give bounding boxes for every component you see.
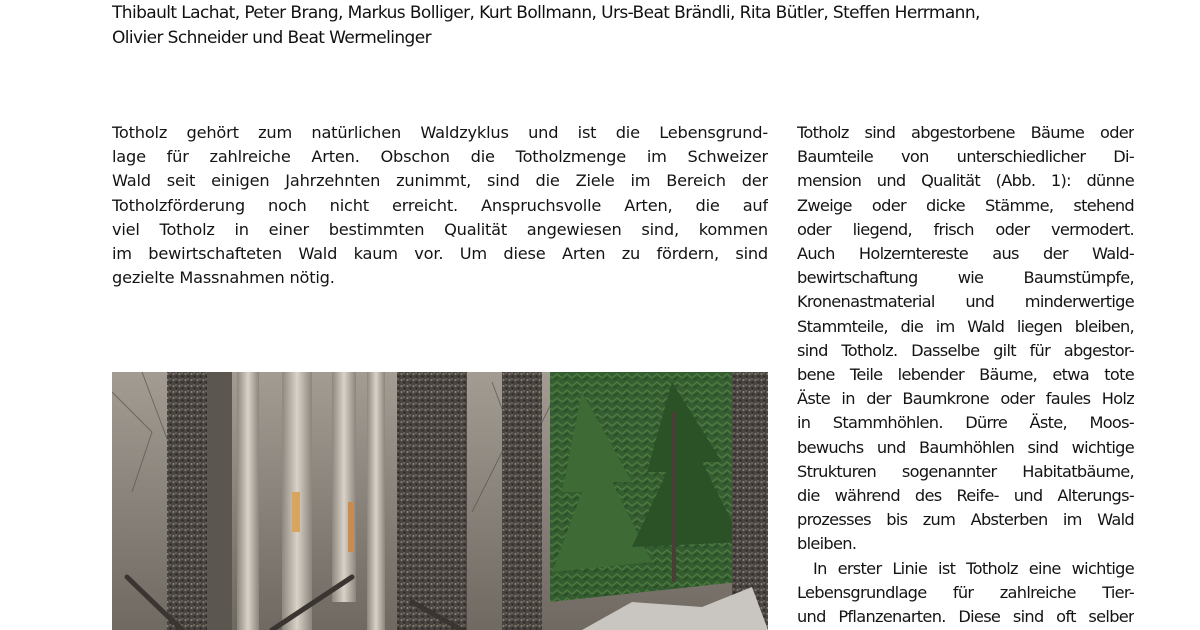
body-line: die während des Reife- und Alterungs- <box>797 486 1134 506</box>
body-line: Strukturen sogenannter Habitatbäume, <box>797 461 1134 481</box>
body-line: bewirtschaftung wie Baumstümpfe, <box>797 268 1134 288</box>
body-text-column <box>797 121 1134 629</box>
author-list <box>112 1 1112 51</box>
body-line: bene Teile lebender Bäume, etwa tote <box>797 365 1134 385</box>
body-line: bewuchs und Baumhöhlen sind wichtige <box>797 437 1134 457</box>
deadwood-forest-photo <box>112 372 768 630</box>
body-line: bleiben. <box>797 534 857 554</box>
abstract-line: Wald seit einigen Jahrzehnten zunimmt, sind die Ziele im Bereich der <box>112 171 768 191</box>
conifer-trees <box>550 372 742 602</box>
body-line-paragraph-start: In erster Linie ist Totholz eine wichtige <box>813 558 1134 578</box>
body-line: oder liegend, frisch oder vermodert. <box>797 219 1134 239</box>
author-line-1: Thibault Lachat, Peter Brang, Markus Bolliger, Kurt Bollmann, Urs-Beat Brändli, Rita Bütler, Steffen Herrmann, <box>112 3 980 23</box>
abstract-line: gezielte Massnahmen nötig. <box>112 268 335 288</box>
author-line-2: Olivier Schneider und Beat Wermelinger <box>112 28 431 48</box>
body-line: mension und Qualität (Abb. 1): dünne <box>797 171 1134 191</box>
body-line: Zweige oder dicke Stämme, stehend <box>797 195 1134 215</box>
body-line: in Stammhöhlen. Dürre Äste, Moos- <box>797 413 1134 433</box>
body-line: sind Totholz. Dasselbe gilt für abgestor- <box>797 340 1134 360</box>
body-line: Äste in der Baumkrone oder faules Holz <box>797 389 1134 409</box>
body-line: Kronenastmaterial und minderwertige <box>797 292 1134 312</box>
body-line: Lebensgrundlage für zahlreiche Tier- <box>797 582 1134 602</box>
abstract-line: lage für zahlreiche Arten. Obschon die Totholzmenge im Schweizer <box>112 147 768 167</box>
body-line: Baumteile von unterschiedlicher Di- <box>797 147 1134 167</box>
body-line: Auch Holzerntereste aus der Wald- <box>797 244 1134 264</box>
body-line: Stammteile, die im Wald liegen bleiben, <box>797 316 1134 336</box>
forest-illustration <box>112 372 768 630</box>
abstract-line: viel Totholz in einer bestimmten Qualität angewiesen sind, kommen <box>112 219 768 239</box>
abstract-line: Totholz gehört zum natürlichen Waldzyklus und ist die Lebensgrund- <box>112 123 768 142</box>
body-line: Totholz sind abgestorbene Bäume oder <box>797 123 1134 142</box>
body-line: und Pflanzenarten. Diese sind oft selber <box>797 607 1134 627</box>
abstract-lead-text <box>112 121 768 290</box>
abstract-line: im bewirtschafteten Wald kaum vor. Um diese Arten zu fördern, sind <box>112 244 768 264</box>
body-line: prozesses bis zum Absterben im Wald <box>797 510 1134 530</box>
abstract-line: Totholzförderung noch nicht erreicht. Anspruchsvolle Arten, die auf <box>112 195 768 215</box>
